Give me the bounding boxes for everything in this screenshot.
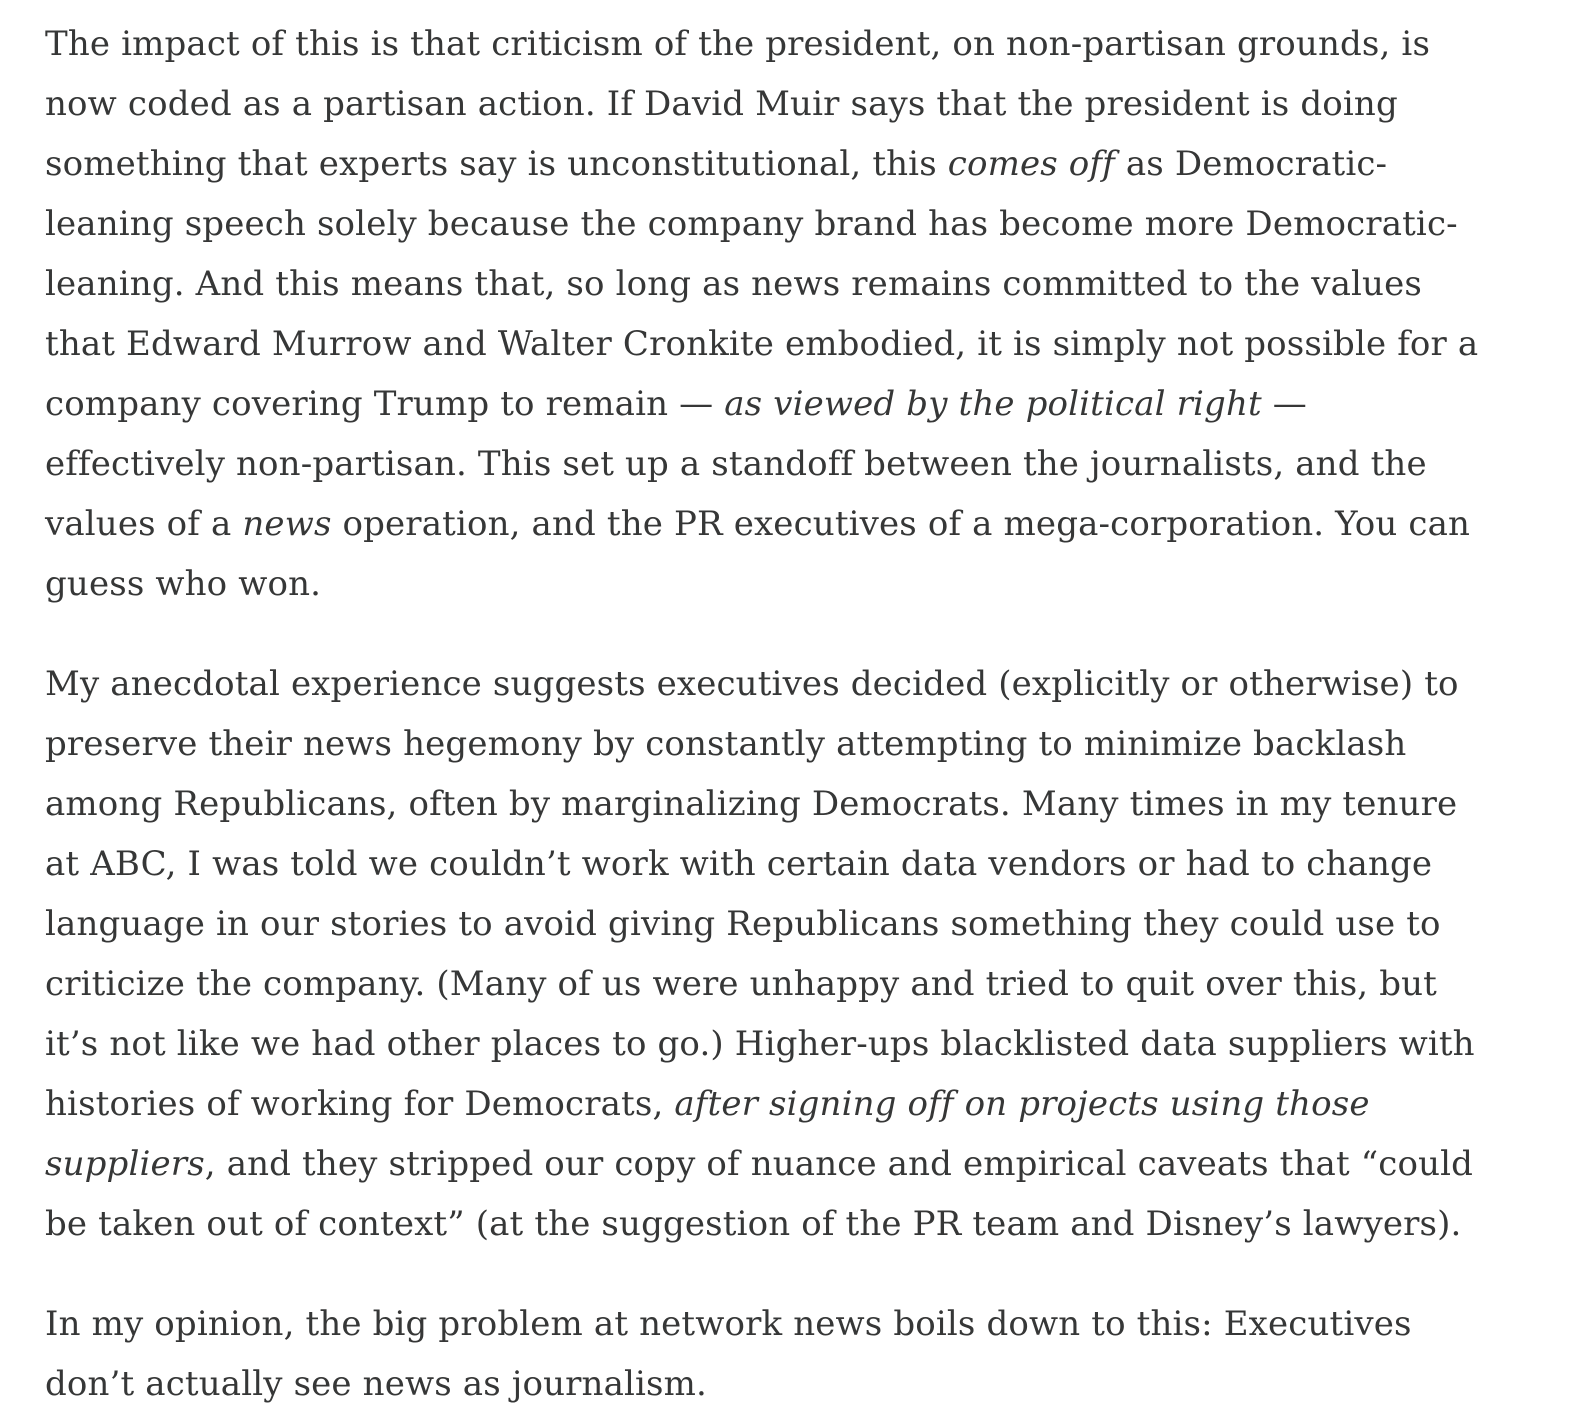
italic-emphasis: after signing off on projects using those suppliers [45, 1084, 1370, 1184]
paragraph-text: operation, and the PR executives of a mega-corporation. You can guess who won. [45, 504, 1471, 604]
italic-emphasis: comes off [947, 144, 1115, 184]
italic-emphasis: news [242, 504, 332, 544]
paragraph-text: In my opinion, the big problem at network news boils down to this: Executives don’t actually see news as journalism. [45, 1304, 1412, 1404]
paragraph-text: as Democratic-leaning speech solely because the company brand has become more Democratic-leaning. And this means that, so long as news remains committed to the values that Edward Murrow and Walter Cronkite embodied, it is simply not possible for a company covering Trump to remain — [45, 144, 1479, 424]
paragraph-text: My anecdotal experience suggests executives decided (explicitly or otherwise) to preserve their news hegemony by constantly attempting to minimize backlash among Republicans, often by marginalizing Democrats. Many times in my tenure at ABC, I was told we couldn’t work with certain data vendors or had to change language in our stories to avoid giving Republicans something they could use to criticize the company. (Many of us were unhappy and tried to quit over this, but it’s not like we had other places to go.) Higher-ups blacklisted data suppliers with histories of working for Democrats, [45, 664, 1475, 1124]
article-body [45, 14, 1485, 1414]
paragraph-text: — effectively non-partisan. This set up a standoff between the journalists, and the values of a [45, 384, 1427, 544]
paragraph [45, 654, 1485, 1254]
paragraph-text: , and they stripped our copy of nuance and empirical caveats that “could be taken out of context” (at the suggestion of the PR team and Disney’s lawyers). [45, 1144, 1474, 1244]
paragraph [45, 14, 1485, 614]
paragraph-text: The impact of this is that criticism of the president, on non-partisan grounds, is now coded as a partisan action. If David Muir says that the president is doing something that experts say is unconstitutional, this [45, 24, 1431, 184]
paragraph [45, 1294, 1485, 1414]
italic-emphasis: as viewed by the political right [724, 384, 1262, 424]
